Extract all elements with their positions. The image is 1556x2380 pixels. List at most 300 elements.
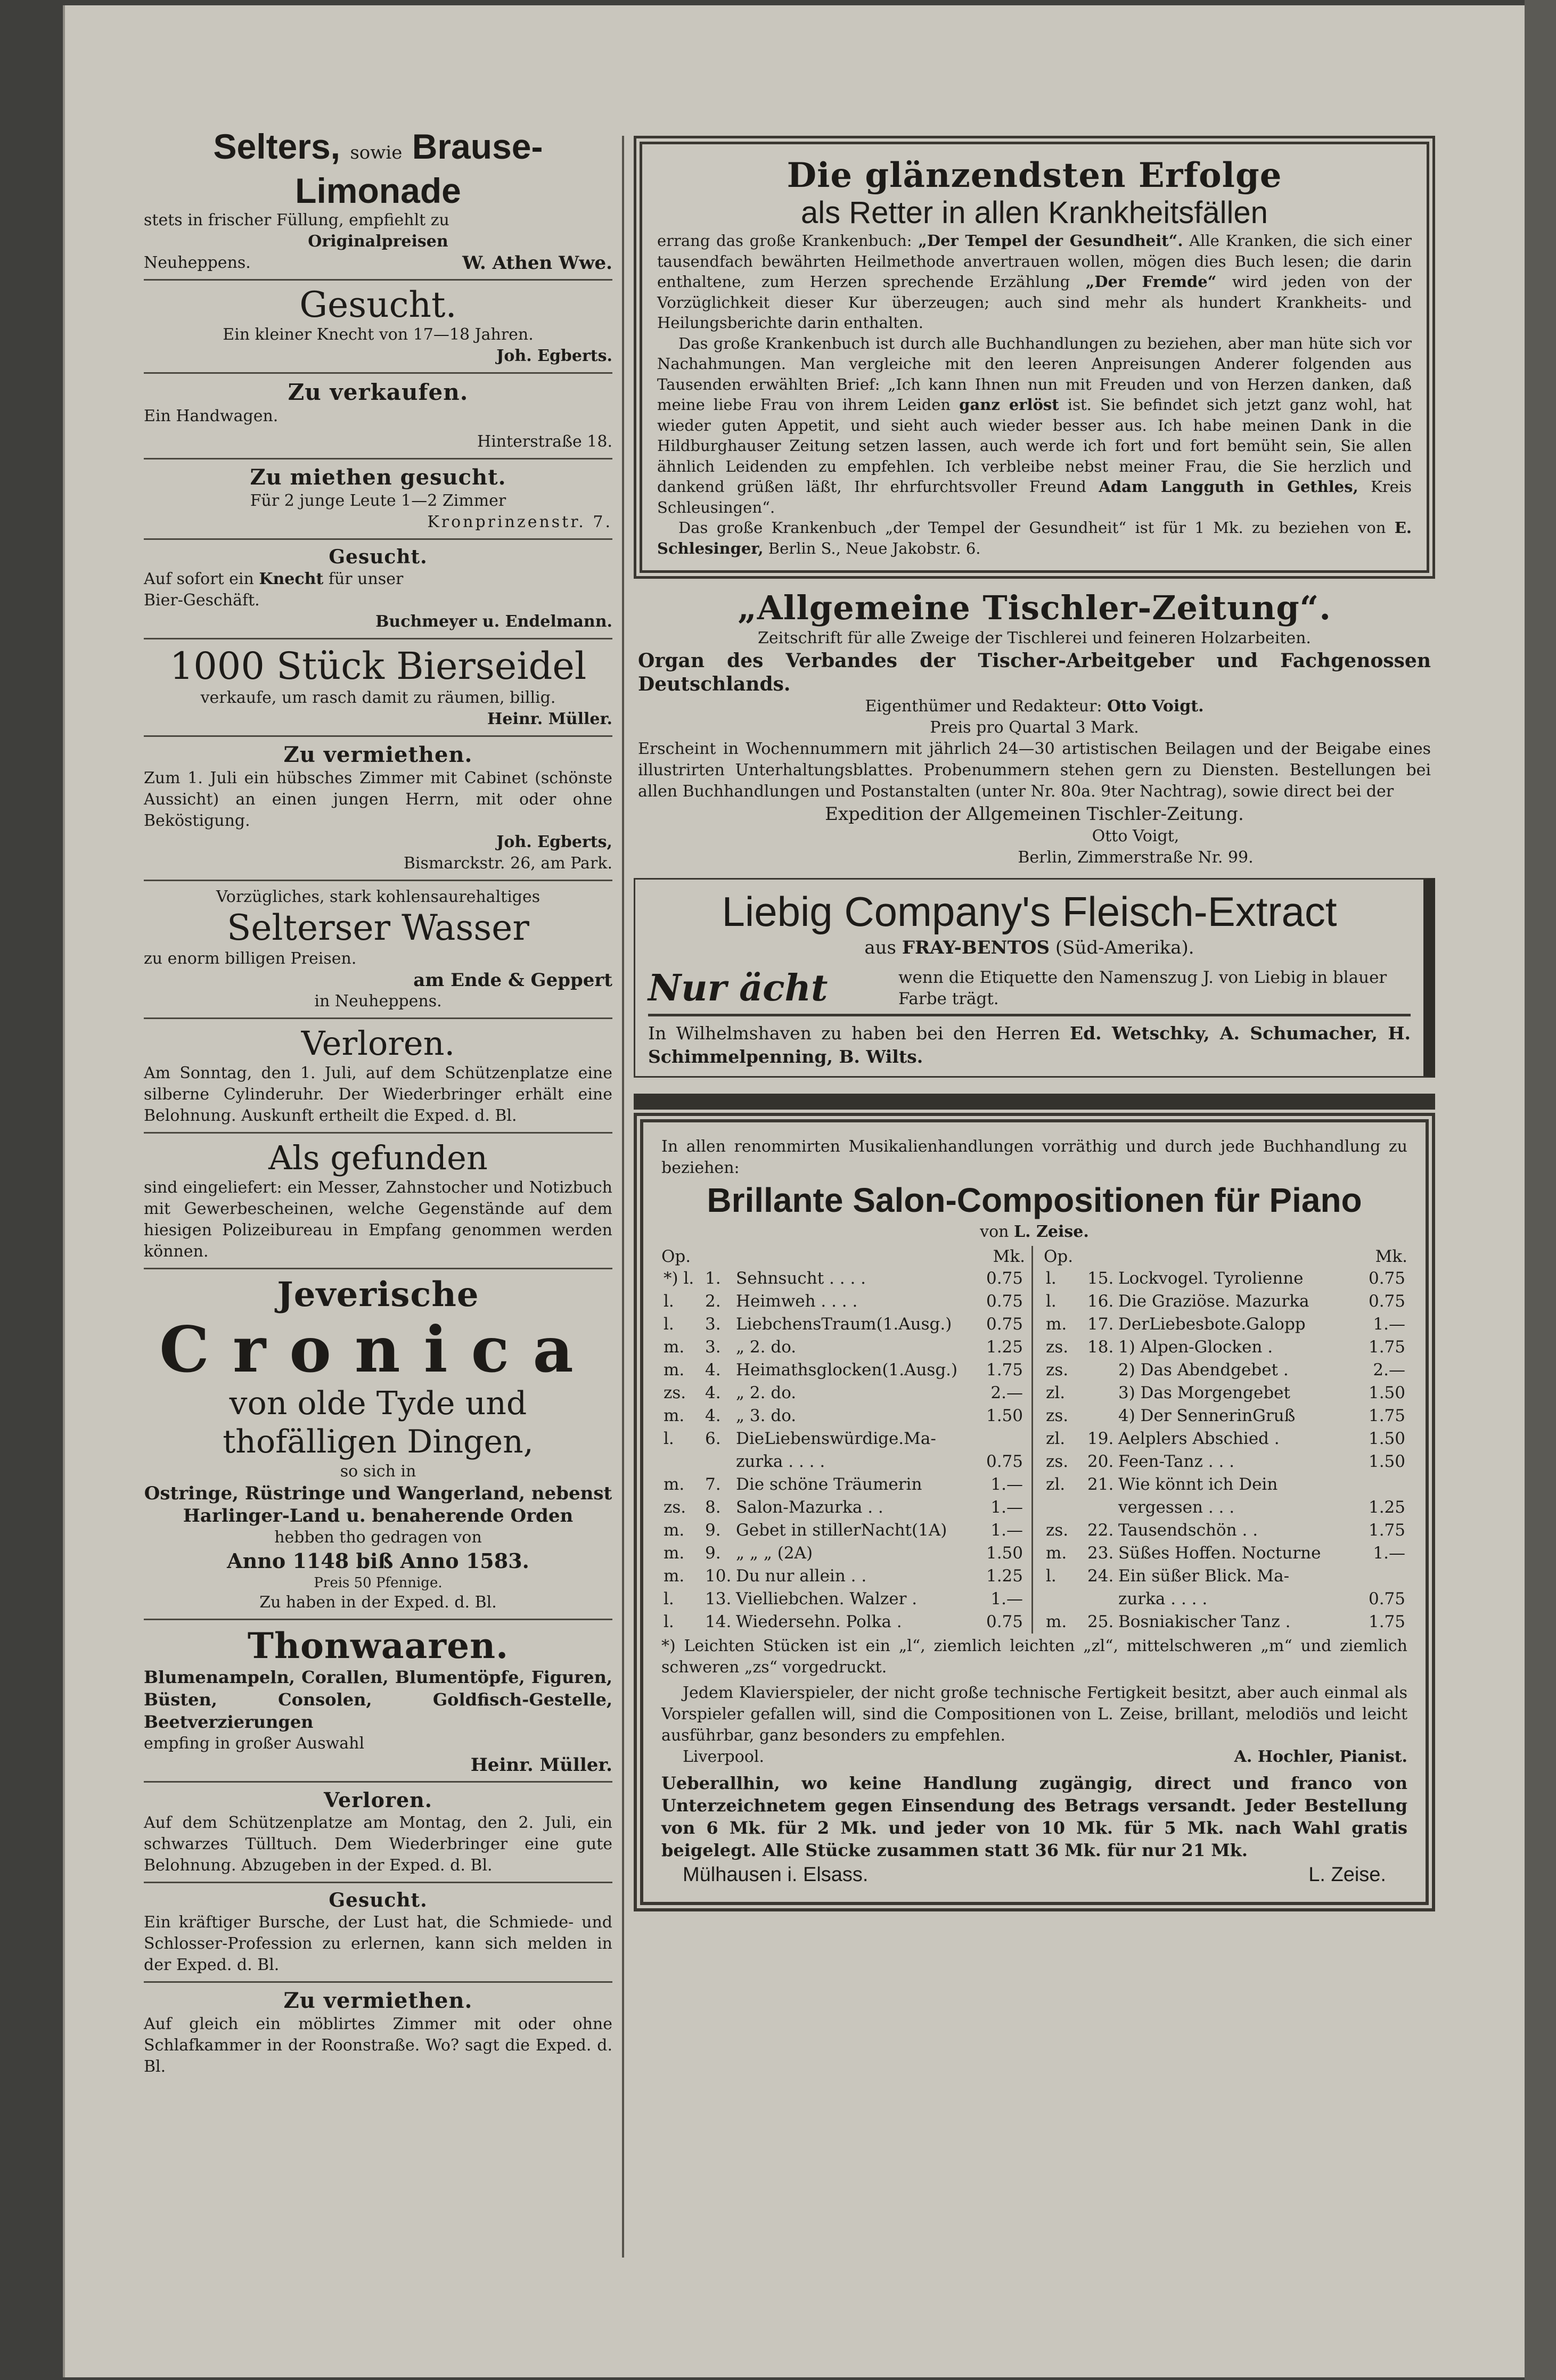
work-price: 0.75 [986,1292,1023,1311]
ad-text: Das große Krankenbuch „der Tempel der Gesundheit“ ist für 1 Mk. zu beziehen von [678,519,1386,537]
work-grade: m. [664,1337,685,1357]
work-opus: 21. [1087,1475,1114,1494]
work-row [1044,1405,1407,1427]
ad-title: Verloren. [301,1024,455,1063]
divider [144,1268,612,1269]
ad-title: Zu verkaufen. [288,379,469,405]
ad-liebig-company [634,878,1435,1078]
work-title: vergessen . . . [1118,1498,1235,1517]
ad-signer: A. Hochler, Pianist. [1234,1747,1407,1766]
work-row [1044,1267,1407,1290]
ad-title: Brause- [412,127,543,166]
ad-firm: Joh. Egberts. [496,347,612,365]
work-title: zurka . . . . [1118,1589,1208,1608]
work-grade: zs. [664,1498,686,1517]
ad-text: Ein kleiner Knecht von 17—18 Jahren. [223,325,534,344]
work-opus: 20. [1087,1452,1114,1471]
work-opus: 13. [705,1589,732,1608]
work-grade: m. [664,1475,685,1494]
work-title: DieLiebenswürdige.Ma- [736,1429,936,1448]
ad-where: Zu haben in der Exped. d. Bl. [259,1593,497,1612]
ad-als-gefunden [144,1139,612,1262]
ad-title: Liebig Company's Fleisch-Extract [722,888,1337,935]
work-row [661,1267,1025,1290]
work-grade: m. [1046,1544,1067,1563]
ad-text: Berlin S., Neue Jakobstr. 6. [768,539,981,557]
work-price: 1.50 [1368,1452,1405,1471]
work-price: 1.75 [986,1360,1023,1380]
work-grade: l. [664,1429,674,1448]
work-opus [1085,1382,1116,1405]
ad-text: Zeitschrift für alle Zweige der Tischlerei und feineren Holzarbeiten. [758,629,1311,647]
work-row [1044,1542,1407,1565]
ad-title: 1000 Stück Bierseidel [169,644,587,688]
work-row [661,1542,1025,1565]
work-row [661,1313,1025,1336]
ad-verloren-uhr [144,1024,612,1127]
ad-title: Selters, [213,127,340,166]
works-list-left [661,1246,1033,1634]
ad-title: „Allgemeine Tischler-Zeitung“. [738,588,1331,627]
work-title: Bosniakischer Tanz . [1118,1612,1291,1631]
ad-text: In Wilhelmshaven zu haben bei den Herren [648,1023,1060,1044]
ad-place: in Neuheppens. [314,992,442,1011]
ad-address: Kronprinzenstr. 7. [427,513,612,531]
work-grade: zs. [1046,1452,1069,1471]
work-price [1359,1565,1407,1588]
work-opus: 10. [705,1566,732,1586]
work-price: 0.75 [1368,1269,1405,1288]
ad-title: Zu miethen gesucht. [250,465,506,490]
divider [144,1619,612,1620]
ad-text: ist. Sie befindet sich jetzt ganz wohl, hat wieder guten Appetit, und sieht auch wieder besser aus. Ich habe meinen Dank in die Hildburghauser Zeitung setzen lassen, auch werde ich fort und fort bemüht sein, Sie allen ähnlich Leidenden zu empfehlen. Ich verbleibe nebst meiner Frau, die Sie herzlich und dankend grüßen läßt, Ihr ehrfurchtsvoller Freund [657,396,1412,496]
work-grade: zl. [1046,1383,1066,1402]
work-opus: 4. [705,1360,721,1380]
work-opus: 3. [705,1337,721,1357]
work-opus: 7. [705,1475,721,1494]
ad-selters-limonade [144,128,612,274]
work-price: 1.75 [1368,1337,1405,1357]
ad-testimonial: Jedem Klavierspieler, der nicht große technische Fertigkeit besitzt, aber auch einmal als Vorspieler gefallen will, sind die Compositionen von L. Zeise, brillant, melodiös und leicht ausführbar, ganz besonders zu empfehlen. [661,1684,1407,1745]
work-grade: zl. [1046,1429,1066,1448]
work-row [1044,1565,1407,1588]
ad-title: Verloren. [323,1788,433,1812]
work-opus: 2. [705,1292,721,1311]
ad-text: Erscheint in Wochennummern mit jährlich 24—30 artistischen Beilagen und der Beigabe eines illustrirten Unterhaltungsblattes. Probenummern stehen gern zu Diensten. Bestellungen bei allen Buchhandlungen und Postanstalten (unter Nr. 80a. 9ter Nachtrag), sowie direct bei der [638,740,1431,801]
divider [144,1132,612,1134]
ad-title: Limonade [295,171,461,210]
ad-address: Berlin, Zimmerstraße Nr. 99. [1018,848,1254,867]
ad-bold: Ed. Wetschky, A. Schumacher, H. Schimmelpenning, B. Wilts. [648,1023,1411,1067]
ad-title: Brillante Salon-Compositionen für Piano [707,1181,1362,1219]
ad-title: Gesucht. [329,1889,428,1911]
ad-text: verkaufe, um rasch damit zu räumen, billig. [200,688,556,707]
ad-bold: Adam Langguth in Gethles, [1099,478,1358,496]
work-row [661,1565,1025,1588]
work-row [661,1382,1025,1405]
work-row [661,1359,1025,1382]
ad-firm: Heinr. Müller. [470,1754,612,1776]
work-row [661,1427,1025,1450]
ad-address: Hinterstraße 18. [477,432,612,451]
ad-tischler-zeitung [634,588,1435,868]
ad-subtitle: als Retter in allen Krankheitsfällen [801,195,1268,230]
work-grade: m. [664,1521,685,1540]
ad-text: Otto Voigt, [1092,827,1180,846]
ad-bold: Originalpreisen [308,232,448,251]
col-head-mk: Mk. [993,1247,1025,1266]
work-opus: 4. [705,1406,721,1425]
work-price: 1.50 [986,1544,1023,1563]
divider [144,372,612,374]
work-row [661,1519,1025,1542]
ad-bold: Ostringe, Rüstringe und Wangerland, nebenst Harlinger-Land u. benaherende Orden [144,1483,612,1527]
ad-text: Auf dem Schützenplatze am Montag, den 2. Juli, ein schwarzes Tülltuch. Dem Wiederbringer eine gute Belohnung. Abzugeben in der Exped. d. Bl. [144,1813,612,1875]
work-opus [1085,1359,1116,1382]
work-title: „ „ „ (2A) [736,1544,813,1563]
work-title: Vielliebchen. Walzer . [736,1589,918,1608]
work-opus [1085,1405,1116,1427]
work-grade: m. [1046,1315,1067,1334]
divider [144,1017,612,1019]
ad-text: Für 2 junge Leute 1—2 Zimmer [250,491,506,510]
work-grade: l. [1046,1566,1057,1586]
work-title: LiebchensTraum(1.Ausg.) [736,1315,952,1334]
work-price: 1.50 [1368,1429,1405,1448]
ad-firm: W. Athen Wwe. [462,252,612,274]
ad-jeverische-cronica [144,1275,612,1613]
work-grade [1044,1496,1085,1519]
work-title: Ein süßer Blick. Ma- [1118,1566,1290,1586]
work-grade: zs. [1046,1521,1069,1540]
ad-offer: Ueberallhin, wo keine Handlung zugängig, direct und franco von Unterzeichnetem gegen Einsendung des Betrags versandt. Jeder Bestellung von 6 Mk. für 2 Mk. und jeder von 10 Mk. für 5 Mk. nach Wahl gratis beigelegt. Alle Stücke zusammen statt 36 Mk. für nur 21 Mk. [661,1773,1407,1860]
ad-text: Eigenthümer und Redakteur: [865,697,1102,716]
ad-address: Bismarckstr. 26, am Park. [403,854,612,873]
work-row [1044,1473,1407,1496]
ad-bold: Otto Voigt. [1107,697,1204,716]
ad-zu-vermiethen-cabinet [144,742,612,874]
work-price: 1.— [990,1521,1023,1540]
ad-price: Preis 50 Pfennige. [314,1575,443,1591]
work-grade: zl. [1046,1475,1066,1494]
work-grade: *) l. [664,1269,694,1288]
work-title: zurka . . . . [736,1452,825,1471]
ad-title: thofälligen Dingen, [223,1423,534,1460]
work-price: 1.25 [986,1566,1023,1586]
work-title: Feen-Tanz . . . [1118,1452,1235,1471]
work-opus: 16. [1087,1292,1114,1311]
work-grade: m. [664,1360,685,1380]
work-title: „ 3. do. [736,1406,797,1425]
work-price: 1.— [1373,1544,1405,1563]
col-head-op: Op. [1044,1247,1074,1266]
ad-firm: am Ende & Geppert [413,970,612,991]
ad-text: Auf gleich ein möblirtes Zimmer mit oder ohne Schlafkammer in der Roonstraße. Wo? sagt die Exped. d. Bl. [144,2015,612,2076]
ad-title: Thonwaaren. [247,1625,509,1667]
ad-zu-miethen-gesucht [144,465,612,533]
ad-bold: FRAY-BENTOS [902,937,1050,958]
ad-nur-aecht: Nur ächt [648,967,828,1010]
ad-text: von [980,1222,1009,1241]
work-price: 1.— [1373,1315,1405,1334]
work-opus: 23. [1087,1544,1114,1563]
work-opus [703,1450,734,1473]
ad-place: Liverpool. [683,1747,765,1766]
work-price: 2.— [1373,1360,1405,1380]
ad-firm: Buchmeyer u. Endelmann. [375,612,612,631]
work-row [1044,1359,1407,1382]
ad-zu-vermiethen-zimmer [144,1988,612,2078]
work-opus: 9. [705,1544,721,1563]
ad-zeise-compositionen [634,1113,1435,1911]
work-opus: 19. [1087,1429,1114,1448]
ad-text: Zum 1. Juli ein hübsches Zimmer mit Cabinet (schönste Aussicht) an einen jungen Herrn, mit oder ohne Beköstigung. [144,769,612,830]
divider [144,458,612,459]
work-title: Wiedersehn. Polka . [736,1612,902,1631]
ad-text: für unser [328,570,404,588]
work-opus: 14. [705,1612,732,1631]
work-opus: 17. [1087,1315,1114,1334]
column-rule [622,136,624,2258]
ad-text: so sich in [340,1462,416,1481]
work-price: 0.75 [986,1269,1023,1288]
work-row [1044,1382,1407,1405]
work-row [1044,1588,1407,1611]
work-opus: 6. [705,1429,721,1448]
work-row [1044,1519,1407,1542]
work-price: 1.50 [986,1406,1023,1425]
work-price: 0.75 [1368,1292,1405,1311]
divider [144,880,612,881]
work-opus: 4. [705,1383,721,1402]
work-price: 1.75 [1368,1521,1405,1540]
ad-gesucht-bier [144,545,612,633]
ad-price: Preis pro Quartal 3 Mark. [930,718,1139,737]
work-title: „ 2. do. [736,1383,797,1402]
divider [144,279,612,281]
ad-bold: „Der Fremde“ [1085,273,1217,291]
ad-bold: Blumenampeln, Corallen, Blumentöpfe, Figuren, Büsten, Consolen, Goldfisch-Gestelle, Beetverzierungen [144,1667,612,1732]
works-table-right [1044,1267,1407,1634]
work-grade: l. [664,1315,674,1334]
work-row [1044,1611,1407,1634]
work-title: DerLiebesbote.Galopp [1118,1315,1306,1334]
ad-text: Kreis Schleusingen“. [657,478,1412,516]
scan-edge [1525,0,1556,2380]
work-row [1044,1496,1407,1519]
col-head-op: Op. [661,1247,691,1266]
work-price: 0.75 [986,1315,1023,1334]
work-price: 1.— [990,1589,1023,1608]
left-column [144,128,612,2078]
divider [144,1781,612,1783]
work-title: 2) Das Abendgebet . [1118,1360,1289,1380]
work-row [661,1405,1025,1427]
work-grade [1044,1588,1085,1611]
ad-bierseidel [144,645,612,730]
ad-bold: Knecht [259,570,324,588]
ad-text: stets in frischer Füllung, empfiehlt zu [144,211,449,229]
ad-bold: Organ des Verbandes der Tischer-Arbeitgeber und Fachgenossen Deutschlands. [638,650,1431,695]
ad-text: sind eingeliefert: ein Messer, Zahnstocher und Notizbuch mit Gewerbescheinen, welche Gegenstände auf dem hiesigen Polizeibureau in Empfang genommen werden können. [144,1178,612,1261]
ad-gesucht-knecht [144,286,612,367]
ad-firm: Joh. Egberts, [496,833,612,851]
work-grade [661,1450,703,1473]
work-title: Salon-Mazurka . . [736,1498,883,1517]
ad-title: Jeverische [277,1275,479,1315]
work-grade: m. [664,1544,685,1563]
ad-title: Selterser Wasser [227,907,529,948]
work-title: Heimweh . . . . [736,1292,858,1311]
work-row [1044,1290,1407,1313]
ad-intro: In allen renommirten Musikalienhandlungen vorräthig und durch jede Buchhandlung zu beziehen: [661,1137,1407,1177]
ad-bold: „Der Tempel der Gesundheit“. [918,232,1183,250]
ad-title: von olde Tyde und [229,1385,527,1422]
work-title: Die schöne Träumerin [736,1475,922,1494]
ad-title: Zu vermiethen. [283,742,473,767]
work-opus: 9. [705,1521,721,1540]
works-table-left [661,1267,1025,1634]
ad-years: Anno 1148 biß Anno 1583. [227,1549,529,1573]
ad-footnote: *) Leichten Stücken ist ein „l“, ziemlich leichten „zl“, mittelschweren „m“ und ziemlich schweren „zs“ vorgedruckt. [661,1637,1407,1677]
ad-publisher: L. Zeise. [1308,1864,1386,1886]
work-title: Heimathsglocken(1.Ausg.) [736,1360,958,1380]
work-opus: 18. [1087,1337,1114,1357]
ad-title: Die glänzendsten Erfolge [787,155,1282,195]
col-head-mk: Mk. [1375,1247,1407,1266]
work-price: 1.25 [986,1337,1023,1357]
work-row [661,1336,1025,1359]
work-row [661,1496,1025,1519]
work-price: 0.75 [1368,1589,1405,1608]
work-title: Sehnsucht . . . . [736,1269,866,1288]
ad-intro: Vorzügliches, stark kohlensaurehaltiges [216,888,540,906]
ad-text: zu enorm billigen Preisen. [144,949,357,968]
work-grade: m. [664,1406,685,1425]
ad-text: aus [864,937,897,958]
ad-tempel-der-gesundheit [634,136,1435,579]
work-row [661,1473,1025,1496]
ad-text: (Süd-Amerika). [1055,937,1194,958]
work-title: Süßes Hoffen. Nocturne [1118,1544,1321,1563]
work-grade: l. [1046,1292,1057,1311]
ad-bold: E. Schlesinger, [657,519,1412,557]
work-price: 1.75 [1368,1612,1405,1631]
work-opus: 24. [1087,1566,1114,1586]
ornament-band [634,1094,1435,1110]
work-price [1359,1473,1407,1496]
ad-text: Das große Krankenbuch ist durch alle Buchhandlungen zu beziehen, aber man hüte sich vor Nachahmungen. Man vergleiche mit den leeren Anpreisungen Anderer folgenden aus Tausenden erwählten Brief: „Ich kann Ihnen nun mit Freuden und von Herzen danken, daß meine liebe Frau von ihrem Leiden [657,334,1412,414]
work-price: 1.50 [1368,1383,1405,1402]
ad-title: Als gefunden [268,1138,488,1177]
ad-place: Neuheppens. [144,253,251,272]
divider [144,1882,612,1883]
work-price: 1.— [990,1498,1023,1517]
work-grade: zs. [1046,1337,1069,1357]
work-title: Tausendschön . . [1118,1521,1258,1540]
work-opus [1085,1496,1116,1519]
work-title: Die Graziöse. Mazurka [1118,1292,1309,1311]
work-title: Aelplers Abschied . [1118,1429,1280,1448]
work-grade: l. [1046,1269,1057,1288]
work-row [1044,1336,1407,1359]
divider [144,638,612,639]
ad-text: wird jeden von der Vorzüglichkeit dieser Kur überzeugen; auch sind mehr als hundert Krankheits- und Heilungsberichte darin enthalten. [657,273,1412,332]
ad-title: Gesucht. [329,546,428,568]
ad-text: errang das große Krankenbuch: [657,232,912,250]
ad-firm: Heinr. Müller. [487,710,612,728]
work-price: 1.— [990,1475,1023,1494]
work-opus: 25. [1087,1612,1114,1631]
ad-text: Am Sonntag, den 1. Juli, auf dem Schützenplatze eine silberne Cylinderuhr. Der Wiederbringer erhält eine Belohnung. Auskunft ertheilt die Exped. d. Bl. [144,1064,612,1125]
work-title: Lockvogel. Tyrolienne [1118,1269,1304,1288]
work-title: Du nur allein . . [736,1566,867,1586]
ad-bold: ganz erlöst [959,396,1059,414]
ad-title: Zu vermiethen. [283,1988,473,2013]
ad-text: empfing in großer Auswahl [144,1734,365,1753]
ad-selterser-wasser [144,887,612,1012]
divider [144,538,612,540]
work-title: „ 2. do. [736,1337,797,1357]
ad-verloren-tuelltuch [144,1788,612,1876]
work-opus: 8. [705,1498,721,1517]
work-title: Wie könnt ich Dein [1118,1475,1278,1494]
ad-title-small: sowie [350,142,403,163]
ad-gesucht-bursche [144,1889,612,1976]
work-row [1044,1427,1407,1450]
work-grade: l. [664,1612,674,1631]
work-row [661,1588,1025,1611]
ad-text: Ein Handwagen. [144,407,279,425]
work-opus: 1. [705,1269,721,1288]
work-grade: zs. [1046,1360,1069,1380]
ad-title-large: Cronica [159,1312,597,1386]
work-grade: zs. [664,1383,686,1402]
work-row [1044,1450,1407,1473]
ad-thonwaaren [144,1626,612,1776]
work-opus [1085,1588,1116,1611]
ad-city: Mülhausen i. Elsass. [683,1864,869,1886]
work-price: 2.— [990,1383,1023,1402]
work-grade: m. [664,1566,685,1586]
ad-text: Alle Kranken, die sich einer tausendfach bewährten Heilmethode anvertrauen wollen, mögen dies Buch lesen; die darin enthaltene, zum Herzen sprechende Erzählung [657,232,1412,291]
work-price: 1.75 [1368,1406,1405,1425]
ad-zu-verkaufen [144,379,612,453]
divider [144,1981,612,1983]
ad-text: Auf sofort ein [144,570,254,588]
work-row [1044,1313,1407,1336]
works-list-right [1044,1246,1407,1634]
ad-text: Bier-Geschäft. [144,591,260,610]
work-opus: 3. [705,1315,721,1334]
work-price: 0.75 [986,1452,1023,1471]
work-title: 4) Der SennerinGruß [1118,1406,1296,1425]
work-grade: m. [1046,1612,1067,1631]
work-row [661,1611,1025,1634]
ad-text: Expedition der Allgemeinen Tischler-Zeitung. [825,803,1244,825]
work-price [980,1427,1025,1450]
work-opus: 22. [1087,1521,1114,1540]
work-title: 3) Das Morgengebet [1118,1383,1290,1402]
ad-text: wenn die Etiquette den Namenszug J. von Liebig in blauer Farbe trägt. [898,968,1387,1008]
work-title: 1) Alpen-Glocken . [1118,1337,1273,1357]
ad-title: Gesucht. [299,284,457,325]
ad-text: Ein kräftiger Bursche, der Lust hat, die Schmiede- und Schlosser-Profession zu erlernen, kann sich melden in der Exped. d. Bl. [144,1913,612,1974]
work-grade: l. [664,1292,674,1311]
work-grade: l. [664,1589,674,1608]
work-opus: 15. [1087,1269,1114,1288]
work-title: Gebet in stillerNacht(1A) [736,1521,947,1540]
